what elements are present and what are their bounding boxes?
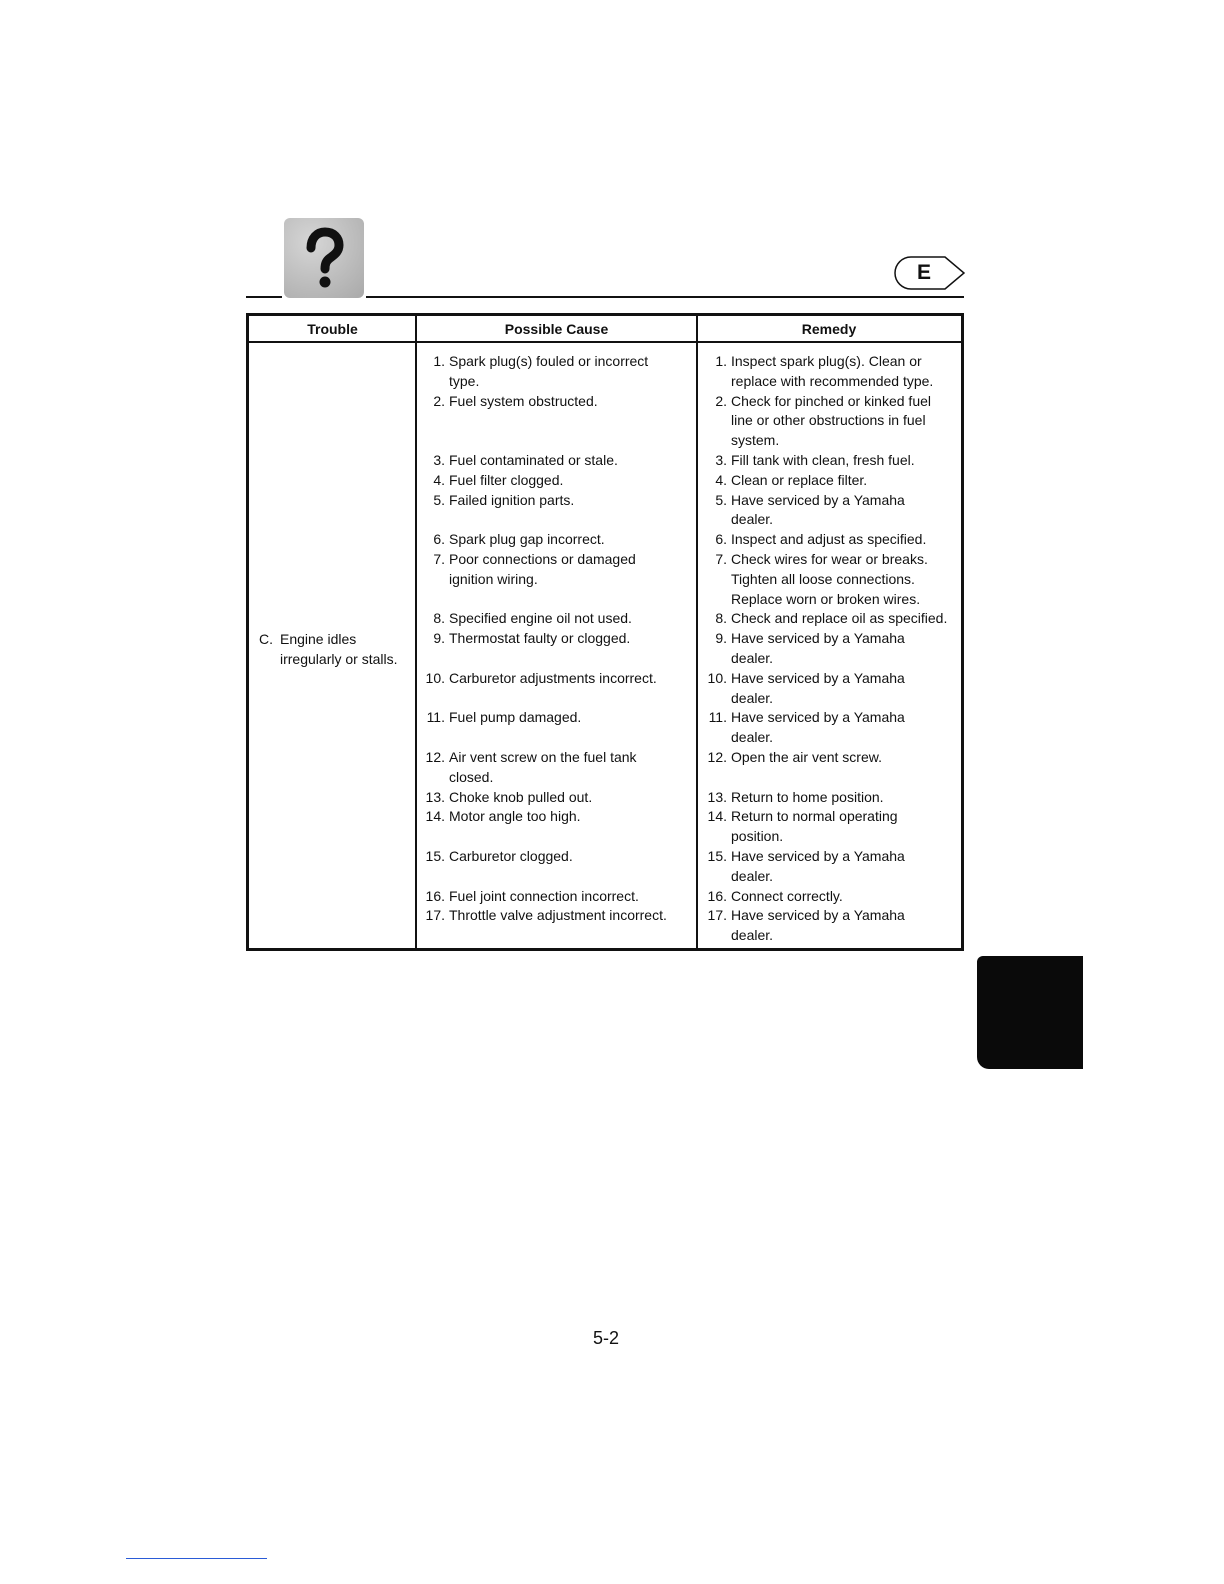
remedy-item [701, 471, 959, 491]
item-line: system. [731, 432, 780, 449]
cause-item [419, 451, 695, 471]
remedy-item [701, 887, 959, 907]
cause-item [419, 887, 695, 907]
header-trouble: Trouble [249, 316, 416, 343]
item-text [449, 788, 695, 808]
item-line: Check wires for wear or breaks. [731, 550, 928, 567]
cause-item [419, 847, 695, 887]
remedy-item [701, 788, 959, 808]
item-text [731, 887, 959, 907]
item-text [449, 708, 695, 728]
remedy-item [701, 550, 959, 609]
item-text [731, 352, 959, 392]
header-possible-cause: Possible Cause [416, 316, 697, 343]
item-line: Have serviced by a Yamaha [731, 491, 905, 508]
item-text [731, 847, 959, 887]
item-text [731, 451, 959, 471]
trouble-cell [259, 629, 409, 669]
item-text [449, 629, 695, 649]
item-number: 9. [433, 630, 445, 647]
cause-item [419, 748, 695, 788]
item-line: Have serviced by a Yamaha [731, 907, 905, 924]
item-number: 11. [708, 709, 727, 726]
item-text [449, 887, 695, 907]
cause-item [419, 550, 695, 609]
remedy-item [701, 451, 959, 471]
item-text [449, 748, 695, 788]
item-number: 15. [425, 847, 445, 864]
item-number: 1. [433, 353, 445, 369]
item-text [731, 708, 959, 748]
item-text [449, 807, 695, 827]
item-text [731, 629, 959, 669]
item-number: 8. [433, 610, 445, 627]
item-line: closed. [449, 768, 494, 785]
item-number: 14. [425, 808, 445, 825]
item-line: Fuel contaminated or stale. [449, 451, 618, 468]
item-number: 7. [715, 550, 727, 567]
item-line: Fuel pump damaged. [449, 709, 582, 726]
item-text [731, 491, 959, 531]
item-line: dealer. [731, 927, 774, 944]
item-text [731, 807, 959, 847]
item-line: Failed ignition parts. [449, 491, 575, 508]
column-divider [696, 316, 698, 948]
item-line: Specified engine oil not used. [449, 610, 632, 627]
remedy-item [701, 748, 959, 788]
item-line: Tighten all loose connections. [731, 570, 915, 587]
item-text [731, 906, 959, 946]
cause-item [419, 788, 695, 808]
item-line: Have serviced by a Yamaha [731, 630, 905, 647]
item-line: Inspect and adjust as specified. [731, 531, 927, 548]
item-line: position. [731, 828, 784, 845]
item-number: 5. [715, 491, 727, 508]
item-text [449, 550, 695, 590]
item-line: Have serviced by a Yamaha [731, 847, 905, 864]
possible-cause-list [419, 352, 695, 946]
item-number: 10. [425, 669, 445, 686]
remedy-item [701, 906, 959, 946]
remedy-item [701, 847, 959, 887]
item-line: Poor connections or damaged [449, 550, 636, 567]
item-line: Air vent screw on the fuel tank [449, 748, 637, 765]
item-number: 1. [715, 353, 727, 369]
item-text [449, 530, 695, 550]
item-text [731, 550, 959, 609]
trouble-line: irregularly or stalls. [280, 651, 398, 667]
item-line: Motor angle too high. [449, 808, 581, 825]
item-number: 12. [425, 748, 445, 765]
item-number: 2. [715, 392, 727, 409]
cause-item [419, 807, 695, 847]
item-line: Fuel joint connection incorrect. [449, 887, 639, 904]
item-text [449, 491, 695, 511]
item-line: Return to normal operating [731, 808, 898, 825]
header-rule-right [366, 296, 964, 298]
remedy-item [701, 807, 959, 847]
cause-item [419, 491, 695, 531]
column-divider [415, 316, 417, 948]
trouble-letter: C. [259, 631, 273, 647]
remedy-list [701, 352, 959, 946]
item-text [731, 669, 959, 709]
item-line: Fill tank with clean, fresh fuel. [731, 451, 915, 468]
item-number: 15. [707, 847, 727, 864]
item-line: type. [449, 372, 480, 389]
cause-item [419, 471, 695, 491]
item-number: 6. [715, 531, 727, 548]
cause-item [419, 352, 695, 392]
item-line: Check for pinched or kinked fuel [731, 392, 931, 409]
item-number: 3. [433, 451, 445, 468]
remedy-item [701, 669, 959, 709]
item-number: 10. [707, 669, 727, 686]
item-number: 6. [433, 531, 445, 548]
remedy-item [701, 491, 959, 531]
item-text [731, 788, 959, 808]
item-line: Have serviced by a Yamaha [731, 669, 905, 686]
item-text [731, 609, 959, 629]
item-number: 13. [707, 788, 727, 805]
cause-item [419, 392, 695, 451]
remedy-item [701, 708, 959, 748]
item-line: Check and replace oil as specified. [731, 610, 948, 627]
item-line: dealer. [731, 867, 774, 884]
item-line: dealer. [731, 649, 774, 666]
item-line: Fuel system obstructed. [449, 392, 598, 409]
item-number: 17. [707, 907, 727, 924]
remedy-item [701, 392, 959, 451]
item-text [731, 530, 959, 550]
item-line: Replace worn or broken wires. [731, 590, 921, 607]
remedy-item [701, 530, 959, 550]
item-line: Open the air vent screw. [731, 748, 882, 765]
cause-item [419, 609, 695, 629]
item-line: Carburetor adjustments incorrect. [449, 669, 657, 686]
language-badge-text: E [916, 261, 931, 284]
item-line: Carburetor clogged. [449, 847, 573, 864]
header-remedy: Remedy [697, 316, 961, 343]
cause-item [419, 629, 695, 669]
item-number: 3. [715, 451, 727, 468]
cause-item [419, 708, 695, 748]
item-line: Connect correctly. [731, 887, 843, 904]
item-text [449, 392, 695, 412]
item-text [449, 906, 695, 926]
item-number: 16. [707, 887, 727, 904]
item-line: Fuel filter clogged. [449, 471, 564, 488]
item-number: 17. [425, 907, 445, 924]
item-number: 16. [425, 887, 445, 904]
item-line: dealer. [731, 689, 774, 706]
item-number: 4. [433, 471, 445, 488]
item-line: ignition wiring. [449, 570, 538, 587]
footer-link-rule [126, 1558, 267, 1559]
item-number: 5. [433, 491, 445, 508]
item-text [449, 471, 695, 491]
item-number: 14. [707, 808, 727, 825]
item-line: replace with recommended type. [731, 372, 934, 389]
item-line: Spark plug(s) fouled or incorrect [449, 353, 649, 369]
question-mark-icon [284, 218, 364, 298]
remedy-item [701, 609, 959, 629]
item-text [731, 392, 959, 451]
item-line: dealer. [731, 511, 774, 528]
item-number: 7. [433, 550, 445, 567]
item-number: 4. [715, 471, 727, 488]
cause-item [419, 906, 695, 946]
item-text [449, 451, 695, 471]
item-line: Throttle valve adjustment incorrect. [449, 907, 667, 924]
cause-item [419, 669, 695, 709]
remedy-item [701, 352, 959, 392]
page-number: 5-2 [592, 1328, 619, 1348]
item-text [449, 847, 695, 867]
item-number: 8. [715, 610, 727, 627]
cause-item [419, 530, 695, 550]
section-tab [977, 956, 1083, 1069]
item-number: 9. [715, 630, 727, 647]
item-text [731, 471, 959, 491]
item-number: 2. [433, 392, 445, 409]
trouble-line: Engine idles [280, 631, 357, 647]
item-number: 12. [707, 748, 727, 765]
item-line: Have serviced by a Yamaha [731, 709, 905, 726]
item-number: 13. [425, 788, 445, 805]
item-text [449, 669, 695, 689]
item-line: dealer. [731, 729, 774, 746]
item-line: Spark plug gap incorrect. [449, 531, 605, 548]
item-line: line or other obstructions in fuel [731, 412, 926, 429]
item-number: 11. [426, 709, 445, 726]
remedy-item [701, 629, 959, 669]
item-line: Clean or replace filter. [731, 471, 868, 488]
header-rule-left [246, 296, 282, 298]
item-line: Inspect spark plug(s). Clean or [731, 353, 922, 369]
item-text [449, 609, 695, 629]
item-text [731, 748, 959, 768]
item-line: Thermostat faulty or clogged. [449, 630, 631, 647]
item-line: Return to home position. [731, 788, 884, 805]
troubleshooting-table [246, 313, 964, 951]
language-badge [893, 256, 965, 290]
item-text [449, 352, 695, 392]
item-line: Choke knob pulled out. [449, 788, 593, 805]
